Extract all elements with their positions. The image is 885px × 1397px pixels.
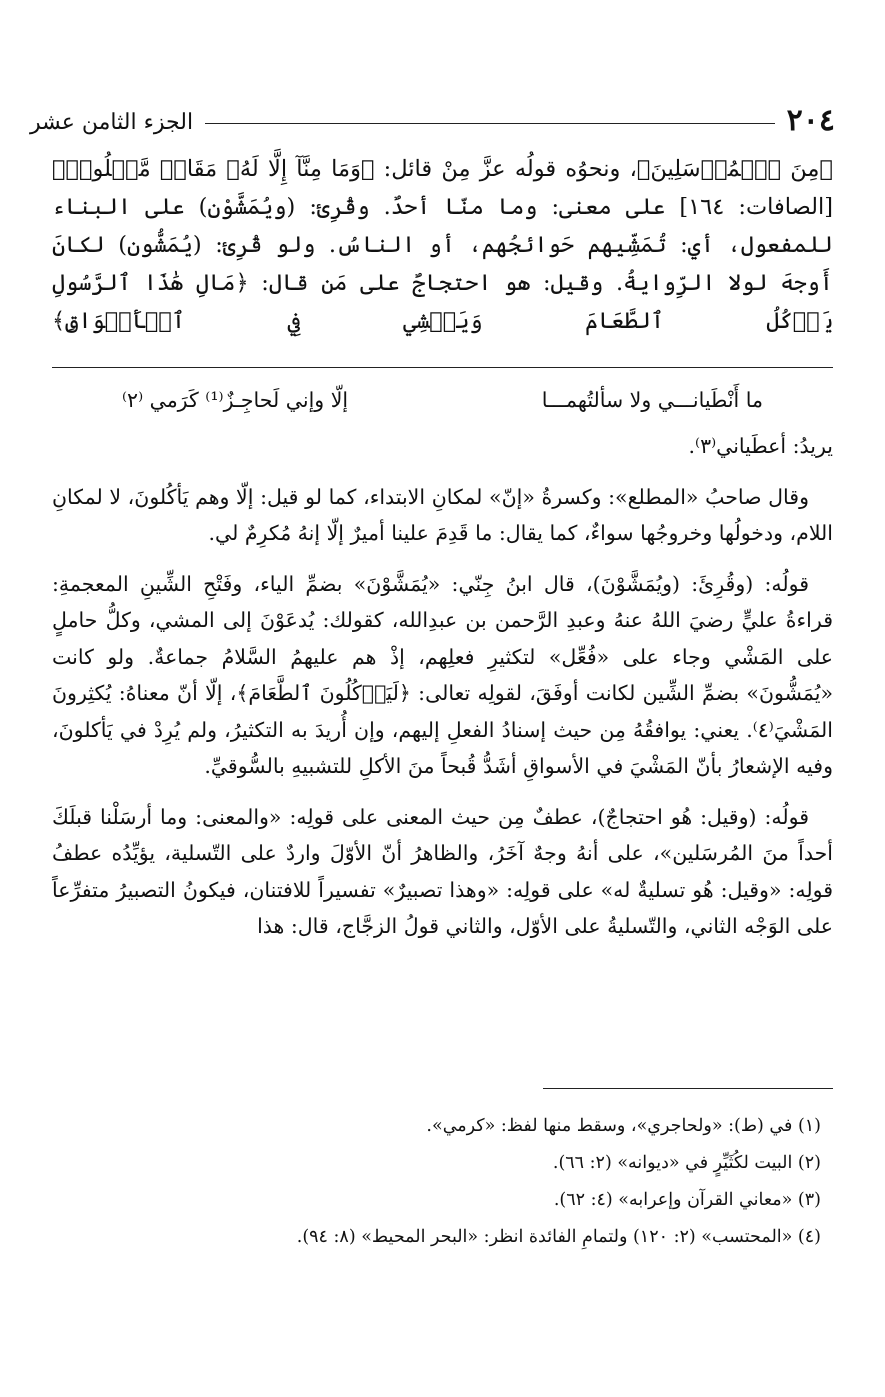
paragraph-1: يريدُ: أعطَياني⁽٣⁾.: [688, 434, 833, 458]
paragraph-2: وقال صاحبُ «المطلع»: وكسرةُ «إنّ» لمكانِ الابتداء، كما لو قيل: إلّا وهم يَأكُلونَ، لا لمكانِ اللام، ودخولُها وخروجُها سواءٌ، كما يقال: ما قَدِمَ علينا أميرٌ إلّا إنهُ مُكرِمٌ لي.: [52, 484, 833, 545]
footnote-divider: [543, 1088, 833, 1089]
page-header: [30, 92, 835, 136]
footnote-1: (١) في (ط): «ولحاجري»، وسقط منها لفظ: «كرمي».: [426, 1116, 821, 1136]
commentary-block: [52, 150, 833, 340]
verse-hemistich-left: إلّا وإني لَحاجِـزٌ⁽¹⁾ كَرَمي ⁽٢⁾: [122, 387, 349, 412]
footnote-3: (٣) «معاني القرآن وإعرابه» (٤: ٦٢).: [553, 1190, 821, 1210]
verse-hemistich-right: ما أَنْطَيانـــي ولا سألتُهمـــا: [541, 387, 763, 412]
part-title: الجزء الثامن عشر: [30, 110, 194, 135]
page-number: ٢٠٤: [786, 103, 835, 138]
commentary-divider: [52, 367, 833, 368]
paragraph-3: قولُه: (وقُرِئَ: (ويُمَشَّوْنَ)، قال ابنُ جِنّي: «يُمَشَّوْنَ» بضمِّ الياء، وفَتْحِ الشِّينِ المعجمةِ: قراءةُ عليٍّ رضيَ اللهُ عنهُ وعبدِ الرَّحمن بن عبدِالله، كقولك: يُدعَوْنَ إلى المشي، وكلُّ حاملٍ على المَشْي وجاء على «فُعِّل» لتكثيرِ فعلِهم، إذْ هم عليهمُ السَّلامُ جماعةٌ. ولو كانت «يُمَشُّونَ» بضمِّ الشِّين لكانت أوفَقَ، لقولِه تعالى: ﴿لَيَأۡكُلُونَ ٱلطَّعَامَ﴾، إلّا أنّ معناهُ: يُكثِرونَ المَشْيَ⁽٤⁾. يعني: يوافقُهُ مِن حيث إسنادُ الفعلِ إليهم، وإن أُريدَ به التكثيرُ، ولم يُرِدْ في يَأكلونَ، وفيه الإشعارُ بأنّ المَشْيَ في الأسواقِ أشَدُّ قُبحاً منَ الأكلِ للتشبيهِ بالسُّوقيِّ.: [52, 571, 833, 778]
footnote-4: (٤) «المحتسب» (٢: ١٢٠) ولتمامِ الفائدة انظر: «البحر المحيط» (٨: ٩٤).: [296, 1227, 821, 1247]
paragraph-4: قولُه: (وقيل: هُو احتجاجٌ)، عطفٌ مِن حيث المعنى على قولِه: «والمعنى: وما أرسَلْنا قبلَكَ أحداً منَ المُرسَلين»، على أنهُ وجهٌ آخَرُ، والظاهرُ أنّ الأوّلَ واردٌ على التّسلية، يؤيِّدُه عطفُ قولِه: «وقيل: هُو تسليةٌ له» على قولِه: «وهذا تصبيرٌ» تفسيراً للافتنان، فيكونُ التصبيرُ متفرِّعاً على الوَجْه الثاني، والتّسليةُ على الأوّل، والثاني قولُ الزجَّاج، قال: هذا: [52, 804, 833, 938]
poetry-verse: [52, 378, 833, 422]
footnotes: [52, 1108, 821, 1256]
footnote-2: (٢) البيت لكُثَيِّرٍ في «ديوانه» (٢: ٦٦).: [552, 1153, 821, 1173]
header-rule: [205, 123, 775, 124]
commentary-text: ﴿مِنَ ٱلۡمُرۡسَلِينَ﴾، ونحوُه قولُه عزَّ مِنْ قائل: ﴿وَمَا مِنَّآ إِلَّا لَهُۥ مَقَامٞ مَّعۡلُومٞ﴾ [الصافات: ١٦٤] على معنى: وما منّا أحدٌ. وقُرِئ: (ويُمَشَّوْن) على البناء للمفعول، أي: تُمَشِّيهم حَوائجُهم، أو الناسُ. ولو قُرِئ: (يُمَشُّون) لكانَ أَوجهَ لولا الرِّوايةُ. وقيل: هو احتجاجٌ على مَن قال: ﴿مَالِ هَٰذَا ٱلرَّسُولِ يَأۡكُلُ ٱلطَّعَامَ وَيَمۡشِي فِي ٱلۡأَسۡوَاقِ﴾: [52, 156, 833, 334]
main-text: [52, 378, 833, 945]
